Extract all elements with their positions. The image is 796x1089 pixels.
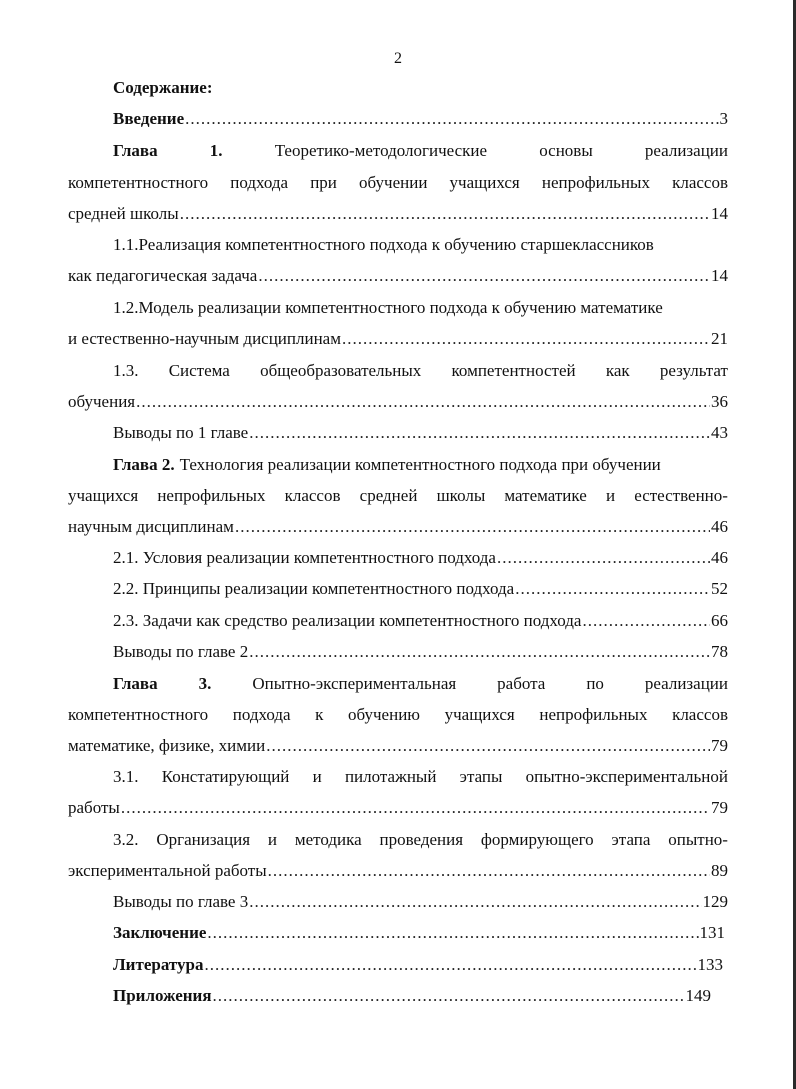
word: реализации xyxy=(644,674,728,693)
toc-entry-text: научным дисциплинам xyxy=(68,517,234,536)
toc-page-number: 78 xyxy=(711,642,728,661)
toc-page-number: 21 xyxy=(711,329,728,348)
toc-entry-conclusions-3[interactable] xyxy=(113,890,728,914)
word: Констатирующий xyxy=(161,767,290,786)
word: классов xyxy=(672,173,728,192)
toc-entry-section-1-1[interactable] xyxy=(113,233,728,257)
chapter-label: Глава xyxy=(113,141,158,160)
word: учащихся xyxy=(449,173,520,192)
toc-entry-text: 1.1.Реализация компетентностного подхода к обучению старшеклассников xyxy=(113,235,654,254)
dot-leader xyxy=(204,953,696,977)
toc-entry-conclusion[interactable] xyxy=(113,921,725,945)
toc-page-number: 129 xyxy=(702,892,728,911)
toc-entry-section-2-1[interactable] xyxy=(113,546,728,570)
chapter-label: Глава xyxy=(113,674,158,693)
toc-page-number: 66 xyxy=(711,611,728,630)
toc-page-number: 14 xyxy=(711,204,728,223)
toc-page-number: 79 xyxy=(711,798,728,817)
toc-entry-section-3-2[interactable] xyxy=(113,828,728,852)
toc-entry-section-1-3-line-2 xyxy=(68,390,728,414)
toc-entry-chapter-1[interactable] xyxy=(113,139,728,163)
toc-entry-section-3-2-line-2 xyxy=(68,859,728,883)
toc-entry-text: как педагогическая задача xyxy=(68,266,258,285)
dot-leader xyxy=(342,327,710,351)
toc-page-number: 89 xyxy=(711,861,728,880)
word: обучению xyxy=(348,705,420,724)
dot-leader xyxy=(121,796,710,820)
toc-page-number: 36 xyxy=(711,392,728,411)
toc-entry-text: обучения xyxy=(68,392,136,411)
word: опытно- xyxy=(668,830,728,849)
dot-leader xyxy=(258,264,710,288)
toc-entry-text: Заключение xyxy=(113,923,207,942)
word: реализации xyxy=(644,141,728,160)
dot-leader xyxy=(180,202,710,226)
word: подхода xyxy=(232,705,291,724)
word: пилотажный xyxy=(344,767,437,786)
toc-entry-section-3-1[interactable] xyxy=(113,765,728,789)
dot-leader xyxy=(136,390,710,414)
toc-page-number: 131 xyxy=(699,923,725,942)
toc-page-number: 43 xyxy=(711,423,728,442)
toc-entry-chapter-3[interactable] xyxy=(113,672,728,696)
word: непрофильных xyxy=(541,173,650,192)
dot-leader xyxy=(249,890,701,914)
page-number: 2 xyxy=(394,50,402,67)
word: этапы xyxy=(459,767,503,786)
word: этапа xyxy=(611,830,651,849)
toc-entry-chapter-1-line-3 xyxy=(68,202,728,226)
toc-entry-text: Приложения xyxy=(113,986,212,1005)
word: классов xyxy=(284,486,341,505)
dot-leader xyxy=(213,984,685,1008)
word: Организация xyxy=(156,830,251,849)
word: компетентностного xyxy=(68,705,209,724)
word: компетентностей xyxy=(451,361,576,380)
word: непрофильных xyxy=(157,486,266,505)
toc-entry-chapter-3-line-3 xyxy=(68,734,728,758)
toc-entry-text: 1.2.Модель реализации компетентностного подхода к обучению математике xyxy=(113,298,663,317)
word: при xyxy=(310,173,337,192)
toc-entry-text: 2.1. Условия реализации компетентностного подхода xyxy=(113,548,496,567)
word: и xyxy=(267,830,278,849)
toc-entry-conclusions-2[interactable] xyxy=(113,640,728,664)
toc-entry-text: работы xyxy=(68,798,120,817)
toc-entry-text: Выводы по 1 главе xyxy=(113,423,249,442)
toc-page-number: 46 xyxy=(711,517,728,536)
toc-entry-chapter-2-line-3 xyxy=(68,515,728,539)
toc-entry-literature[interactable] xyxy=(113,953,723,977)
dot-leader xyxy=(515,577,710,601)
word: обучении xyxy=(359,173,428,192)
dot-leader xyxy=(582,609,710,633)
dot-leader xyxy=(207,921,698,945)
toc-entry-section-1-1-line-2 xyxy=(68,264,728,288)
word: методика xyxy=(294,830,362,849)
dot-leader xyxy=(185,107,718,131)
word: как xyxy=(605,361,630,380)
toc-entry-text: средней школы xyxy=(68,204,179,223)
word: результат xyxy=(659,361,728,380)
toc-entry-section-1-3[interactable] xyxy=(113,359,728,383)
word: основы xyxy=(539,141,593,160)
toc-page-number: 3 xyxy=(719,109,728,128)
dot-leader xyxy=(249,640,710,664)
toc-entry-text: математике, физике, химии xyxy=(68,736,266,755)
toc-entry-text: 2.2. Принципы реализации компетентностного подхода xyxy=(113,579,515,598)
dot-leader xyxy=(268,859,710,883)
toc-page-number: 52 xyxy=(711,579,728,598)
word: Опытно-экспериментальная xyxy=(252,674,457,693)
toc-entry-section-3-1-line-2 xyxy=(68,796,728,820)
toc-entry-section-1-2-line-2 xyxy=(68,327,728,351)
word: по xyxy=(586,674,604,693)
word: учащихся xyxy=(444,705,515,724)
dot-leader xyxy=(497,546,710,570)
toc-title: Содержание: xyxy=(113,78,213,97)
chapter-number: 3. xyxy=(198,674,212,693)
toc-entry-text: Литература xyxy=(113,955,204,974)
word: средней xyxy=(359,486,418,505)
toc-entry-text: Выводы по главе 2 xyxy=(113,642,249,661)
toc-entry-text: Введение xyxy=(113,109,185,128)
word: учащихся xyxy=(68,486,139,505)
word: Теоретико-методологические xyxy=(274,141,488,160)
toc-entry-appendix[interactable] xyxy=(113,984,711,1008)
toc-entry-text: экспериментальной работы xyxy=(68,861,267,880)
toc-entry-chapter-2-line-2 xyxy=(68,484,728,508)
word: 3.1. xyxy=(113,767,139,786)
word: подхода xyxy=(230,173,289,192)
word: проведения xyxy=(379,830,464,849)
toc-entry-text: 2.3. Задачи как средство реализации компетентностного подхода xyxy=(113,611,582,630)
word: 3.2. xyxy=(113,830,139,849)
dot-leader xyxy=(249,421,710,445)
toc-entry-conclusions-1[interactable] xyxy=(113,421,728,445)
toc-entry-chapter-1-line-2 xyxy=(68,171,728,195)
toc-entry-chapter-3-line-2 xyxy=(68,703,728,727)
toc-page-number: 46 xyxy=(711,548,728,567)
toc-page-number: 79 xyxy=(711,736,728,755)
toc-entry-introduction[interactable] xyxy=(113,107,728,131)
word: классов xyxy=(672,705,728,724)
word: работа xyxy=(497,674,546,693)
word: общеобразовательных xyxy=(260,361,422,380)
word: компетентностного xyxy=(68,173,209,192)
toc-page-number: 133 xyxy=(697,955,723,974)
toc-entry-section-2-3[interactable] xyxy=(113,609,728,633)
chapter-number: 1. xyxy=(209,141,223,160)
chapter-label: Глава 2. xyxy=(113,455,175,474)
toc-page-number: 14 xyxy=(711,266,728,285)
word: естественно- xyxy=(634,486,728,505)
word: математике xyxy=(504,486,587,505)
word: Система xyxy=(168,361,230,380)
dot-leader xyxy=(266,734,710,758)
toc-entry-text: и естественно-научным дисциплинам xyxy=(68,329,341,348)
toc-entry-section-2-2[interactable] xyxy=(113,577,728,601)
toc-entry-section-1-2[interactable] xyxy=(113,296,728,320)
toc-page-number: 149 xyxy=(685,986,711,1005)
word: формирующего xyxy=(480,830,594,849)
word: 1.3. xyxy=(113,361,139,380)
dot-leader xyxy=(235,515,710,539)
word: и xyxy=(605,486,616,505)
word: непрофильных xyxy=(539,705,648,724)
word: и xyxy=(312,767,322,786)
toc-entry-text: Технология реализации компетентностного подхода при обучении xyxy=(179,455,661,474)
word: к xyxy=(315,705,324,724)
toc-entry-text: Выводы по главе 3 xyxy=(113,892,249,911)
word: опытно-экспериментальной xyxy=(525,767,728,786)
toc-entry-chapter-2[interactable] xyxy=(113,453,728,477)
word: школы xyxy=(436,486,486,505)
